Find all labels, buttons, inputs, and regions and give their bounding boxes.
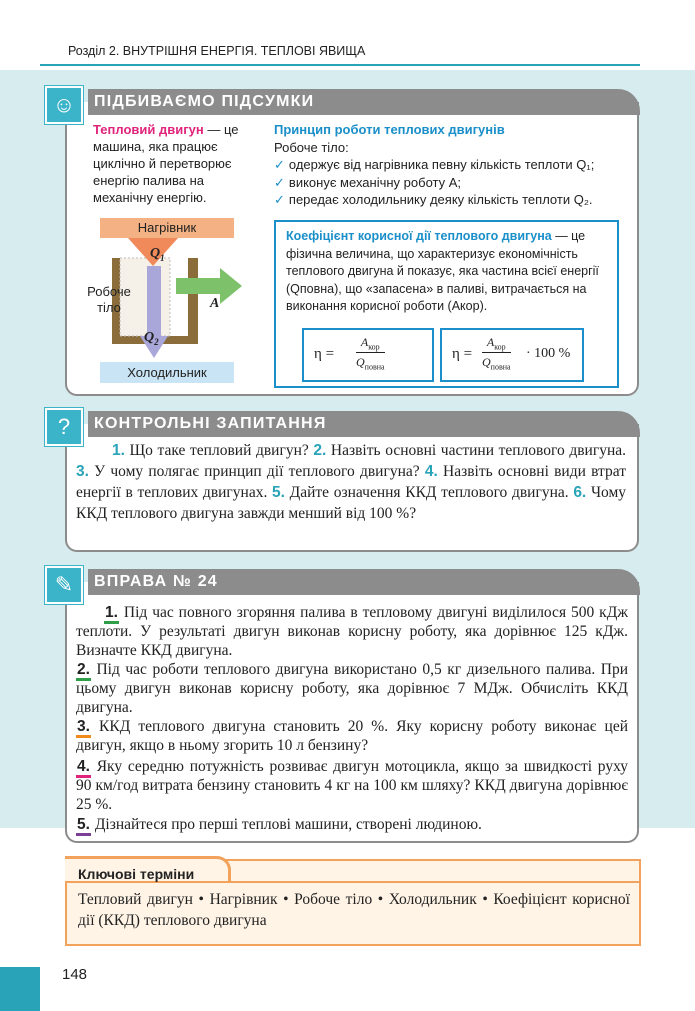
- q2-label: $Q_2$: [144, 330, 159, 347]
- piston: [188, 258, 198, 344]
- principle-intro: Робоче тіло:: [274, 139, 349, 155]
- heater-label: Нагрівник: [100, 218, 234, 238]
- exercise-title: ВПРАВА № 24: [88, 569, 640, 595]
- principle-block: [274, 121, 634, 209]
- heat-engine-diagram: [87, 218, 250, 386]
- questions-title: КОНТРОЛЬНІ ЗАПИТАННЯ: [88, 411, 640, 437]
- chapter-header: Розділ 2. ВНУТРІШНЯ ЕНЕРГІЯ. ТЕПЛОВІ ЯВИЩА: [68, 44, 366, 58]
- q1-label: $Q_1$: [150, 246, 165, 263]
- summary-icon: ☺: [45, 86, 83, 124]
- exercise-task: 5. Дізнайтеся про перші теплові машини, створені людиною.: [76, 815, 628, 834]
- exercise-icon: ✎: [45, 566, 83, 604]
- principle-item: ✓ виконує механічну роботу A;: [274, 174, 462, 190]
- efficiency-text: — це фізична величина, що характеризує економічність теплового двигуна й показує, яка частина всієї енергії (Qповна), що «запасена» в паливі, витрачається на виконання корисної роботи (Aкор).: [286, 229, 599, 313]
- principle-item: ✓ передає холодильнику деяку кількість теплоти Q₂.: [274, 192, 593, 207]
- formula-efficiency-percent: η = $A_{кор}$ $Q_{повна}$ · 100 %: [440, 328, 584, 382]
- heat-engine-definition: [93, 121, 263, 206]
- check-icon: ✓: [274, 157, 285, 172]
- exercise-task: 2. Під час роботи теплового двигуна використано 0,5 кг дизельного палива. При цьому двигун виконав корисну роботу, яка дорівнює 7 МДж. Обчисліть ККД двигуна.: [76, 661, 628, 716]
- principle-title: Принцип роботи теплових двигунів: [274, 122, 505, 137]
- efficiency-definition: [286, 228, 614, 316]
- check-icon: ✓: [274, 192, 285, 207]
- header-rule: [40, 64, 640, 66]
- fraction: $A_{кор}$ $Q_{повна}$: [356, 335, 385, 372]
- working-body-label: Робоче тіло: [87, 284, 131, 315]
- principle-item: ✓ одержує від нагрівника певну кількість теплоти Q₁;: [274, 157, 595, 172]
- definition-text: — це машина, яка працює циклічно й перетворює енергію палива на механічну енергію.: [93, 122, 239, 205]
- questions-icon: ?: [45, 408, 83, 446]
- cooler-label: Холодильник: [100, 362, 234, 383]
- exercise-task: 4. Яку середню потужність розвиває двигун мотоцикла, якщо за швидкості руху 90 км/год витрата бензину становить 4 кг на 100 км шляху? ККД двигуна дорівнює 25 %.: [76, 758, 628, 813]
- questions-text: 1. Що таке тепловий двигун? 2. Назвіть основні частини теплового двигуна. 3. У чому полягає принцип дії теплового двигуна? 4. Назвіть основні види втрат енергії в теплових двигунах. 5. Дайте означення ККД теплового двигуна. 6. Чому ККД теплового двигуна завжди менший від 100 %?: [76, 442, 627, 522]
- summary-title: ПІДБИВАЄМО ПІДСУМКИ: [88, 89, 640, 115]
- page-tab: [0, 967, 40, 1011]
- work-label: A: [210, 296, 220, 311]
- key-terms-title: Ключові терміни: [78, 866, 195, 882]
- header-area: [0, 0, 695, 70]
- efficiency-term: Коефіцієнт корисної дії теплового двигуна: [286, 229, 552, 243]
- q2-stream: [147, 266, 161, 336]
- check-icon: ✓: [274, 174, 285, 190]
- efficiency-definition-box: [274, 220, 619, 388]
- page-number: 148: [62, 966, 88, 983]
- fraction: $A_{кор}$ $Q_{повна}$: [482, 335, 511, 372]
- definition-term: Тепловий двигун: [93, 122, 204, 137]
- formula-efficiency: η = $A_{кор}$ $Q_{повна}$: [302, 328, 434, 382]
- key-terms-text: Тепловий двигун • Нагрівник • Робоче тіло • Холодильник • Коефіцієнт корисної дії (ККД) теплового двигуна: [78, 891, 630, 929]
- exercise-task: 1. Під час повного згоряння палива в тепловому двигуні виділилося 500 кДж теплоти. У результаті двигун виконав корисну роботу, яка дорівнює 125 кДж. Визначте ККД двигуна.: [76, 604, 628, 659]
- work-arrow: [176, 268, 242, 304]
- exercise-task: 3. ККД теплового двигуна становить 20 %. Яку корисну роботу виконає цей двигун, якщо в ньому згорить 10 л бензину?: [76, 718, 629, 754]
